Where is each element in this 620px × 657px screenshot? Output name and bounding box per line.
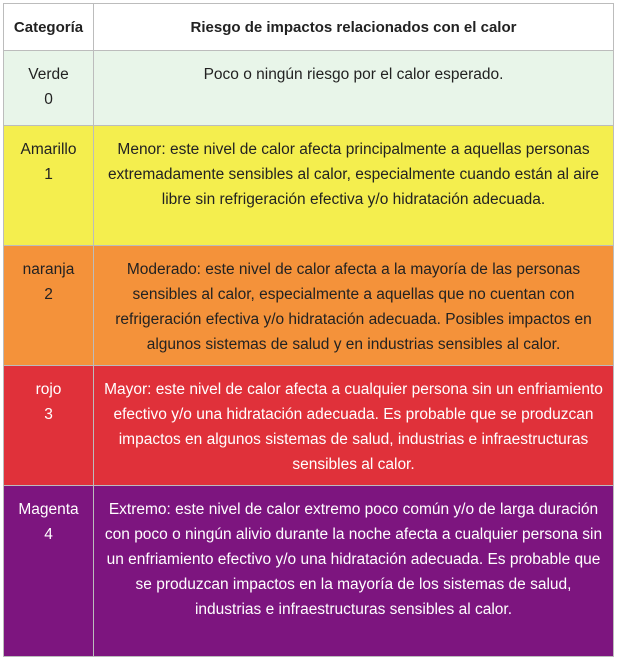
category-level: 1: [44, 166, 53, 183]
risk-description: Poco o ningún riesgo por el calor esperado.: [94, 51, 614, 126]
category-cell: [4, 246, 94, 366]
risk-description: Mayor: este nivel de calor afecta a cualquier persona sin un enfriamiento efectivo y/o una hidratación adecuada. Es probable que se produzcan impactos en algunos sistemas de salud, industrias e infraestructuras sensibles al calor.: [94, 366, 614, 486]
risk-description: Moderado: este nivel de calor afecta a la mayoría de las personas sensibles al calor, especialmente a aquellas que no cuentan con refrigeración efectiva y/o hidratación adecuada. Posibles impactos en algunos sistemas de salud y en industrias sensibles al calor.: [94, 246, 614, 366]
table-row-verde: [4, 51, 614, 126]
risk-description: Extremo: este nivel de calor extremo poco común y/o de larga duración con poco o ningún alivio durante la noche afecta a cualquier persona sin un enfriamiento efectivo y/o una hidratación adecuada. Es probable que se produzcan impactos en la mayoría de los sistemas de salud, industrias e infraestructuras sensibles al calor.: [94, 486, 614, 657]
category-level: 3: [44, 406, 53, 423]
header-category: Categoría: [4, 4, 94, 51]
header-risk: Riesgo de impactos relacionados con el calor: [94, 4, 614, 51]
category-cell: [4, 126, 94, 246]
category-cell: [4, 51, 94, 126]
category-name: naranja: [22, 261, 75, 278]
table-row-rojo: [4, 366, 614, 486]
risk-description: Menor: este nivel de calor afecta principalmente a aquellas personas extremadamente sensibles al calor, especialmente cuando están al aire libre sin refrigeración efectiva y/o hidratación adecuada.: [94, 126, 614, 246]
category-name: Amarillo: [20, 141, 77, 158]
category-level: 0: [44, 91, 53, 108]
category-cell: [4, 366, 94, 486]
table-row-amarillo: [4, 126, 614, 246]
heat-risk-table: [3, 3, 614, 657]
table-row-magenta: [4, 486, 614, 657]
category-name: Magenta: [18, 501, 79, 518]
table-header-row: [4, 4, 614, 51]
category-name: rojo: [35, 381, 62, 398]
category-level: 4: [44, 526, 53, 543]
table-row-naranja: [4, 246, 614, 366]
category-cell: [4, 486, 94, 657]
category-name: Verde: [28, 66, 69, 83]
category-level: 2: [44, 286, 53, 303]
